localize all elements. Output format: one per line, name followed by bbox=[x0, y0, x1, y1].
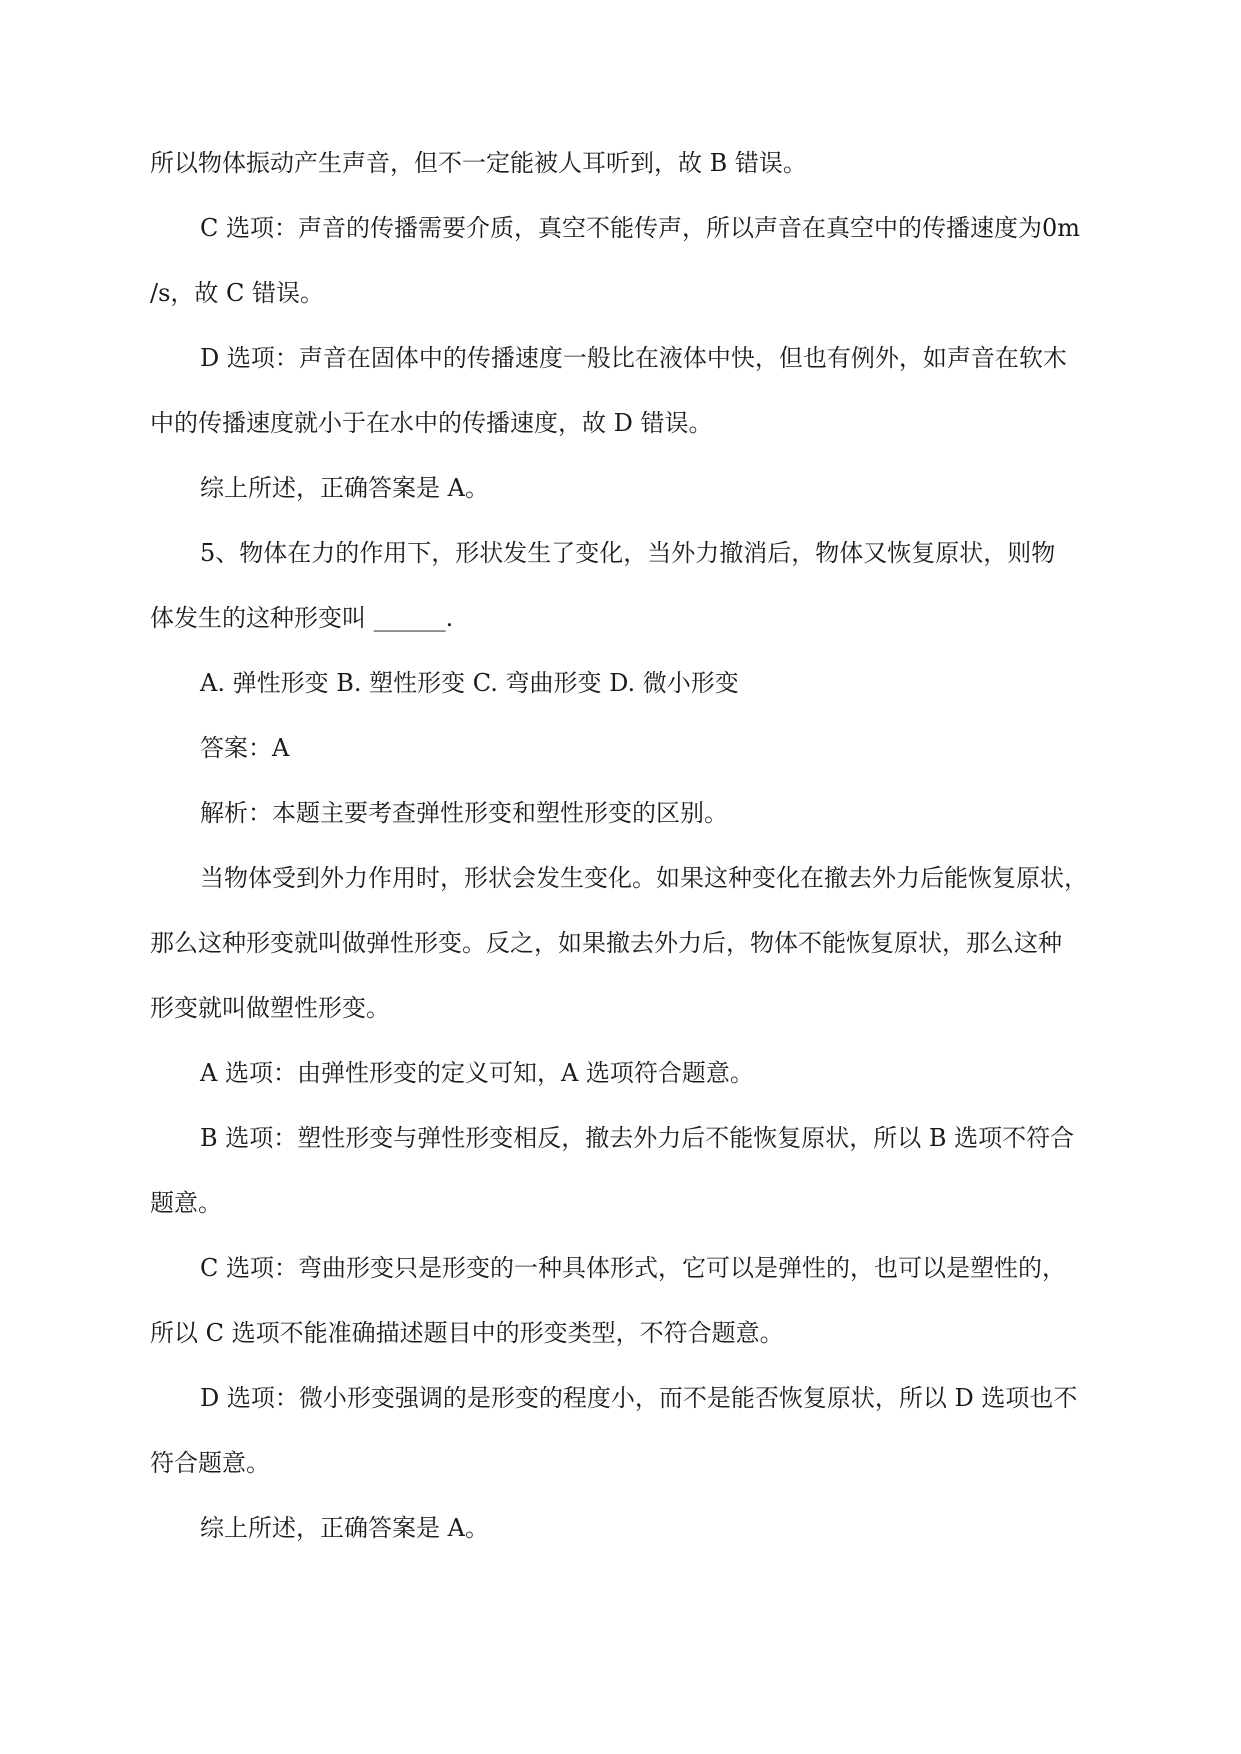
text-line: 所以物体振动产生声音，但不一定能被人耳听到，故 B 错误。 bbox=[150, 149, 807, 177]
text-line: 体发生的这种形变叫 ______. bbox=[150, 604, 454, 632]
paragraph bbox=[150, 651, 1090, 716]
text-line: 答案：A bbox=[200, 734, 290, 762]
text-line: 综上所述，正确答案是 A。 bbox=[200, 1514, 489, 1542]
paragraph bbox=[150, 781, 1090, 846]
paragraph bbox=[150, 1106, 1090, 1236]
text-line: D 选项：声音在固体中的传播速度一般比在液体中快，但也有例外，如声音在软木 bbox=[200, 344, 1067, 372]
paragraph bbox=[150, 716, 1090, 781]
paragraph bbox=[150, 1236, 1090, 1366]
text-line: 所以 C 选项不能准确描述题目中的形变类型，不符合题意。 bbox=[150, 1319, 784, 1347]
text-line: /s，故 C 错误。 bbox=[150, 279, 325, 307]
text-line: 中的传播速度就小于在水中的传播速度，故 D 错误。 bbox=[150, 409, 713, 437]
text-line: 题意。 bbox=[150, 1189, 222, 1217]
paragraph bbox=[150, 521, 1090, 651]
text-line: A. 弹性形变 B. 塑性形变 C. 弯曲形变 D. 微小形变 bbox=[200, 669, 739, 697]
text-line: B 选项：塑性形变与弹性形变相反，撤去外力后不能恢复原状，所以 B 选项不符合 bbox=[200, 1124, 1075, 1152]
text-line: 那么这种形变就叫做弹性形变。反之，如果撤去外力后，物体不能恢复原状，那么这种 bbox=[150, 929, 1062, 957]
paragraph bbox=[150, 326, 1090, 456]
document-body bbox=[150, 131, 1090, 1561]
text-line: 符合题意。 bbox=[150, 1449, 270, 1477]
paragraph bbox=[150, 846, 1090, 1041]
paragraph bbox=[150, 456, 1090, 521]
text-line: 形变就叫做塑性形变。 bbox=[150, 994, 390, 1022]
paragraph bbox=[150, 131, 1090, 196]
text-line: C 选项：弯曲形变只是形变的一种具体形式，它可以是弹性的，也可以是塑性的， bbox=[200, 1254, 1066, 1282]
text-line: 综上所述，正确答案是 A。 bbox=[200, 474, 489, 502]
text-line: A 选项：由弹性形变的定义可知，A 选项符合题意。 bbox=[200, 1059, 754, 1087]
paragraph bbox=[150, 1496, 1090, 1561]
text-line: 当物体受到外力作用时，形状会发生变化。如果这种变化在撤去外力后能恢复原状， bbox=[200, 864, 1088, 892]
text-line: 解析：本题主要考查弹性形变和塑性形变的区别。 bbox=[200, 799, 728, 827]
paragraph bbox=[150, 196, 1090, 326]
text-line: D 选项：微小形变强调的是形变的程度小，而不是能否恢复原状，所以 D 选项也不 bbox=[200, 1384, 1078, 1412]
text-line: C 选项：声音的传播需要介质，真空不能传声，所以声音在真空中的传播速度为0m bbox=[200, 214, 1081, 242]
text-line: 5、物体在力的作用下，形状发生了变化，当外力撤消后，物体又恢复原状，则物 bbox=[200, 539, 1056, 567]
paragraph bbox=[150, 1366, 1090, 1496]
paragraph bbox=[150, 1041, 1090, 1106]
